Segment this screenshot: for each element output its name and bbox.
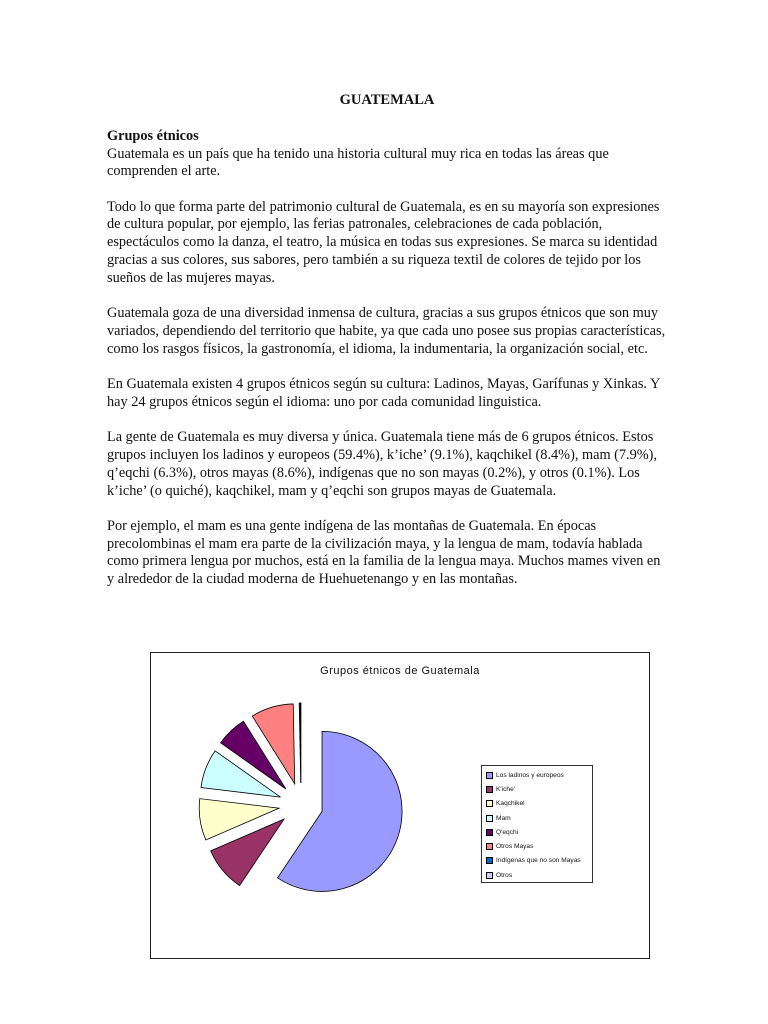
legend-item <box>486 839 588 853</box>
legend-label: Indígenas que no son Mayas <box>496 857 581 865</box>
legend-label: Otros <box>496 871 513 879</box>
pie-slice-0 <box>277 731 402 891</box>
legend-item <box>486 854 588 868</box>
legend-swatch <box>486 800 493 807</box>
legend-item <box>486 868 588 882</box>
pie-slice-7 <box>300 703 301 783</box>
legend-swatch <box>486 829 493 836</box>
legend-swatch <box>486 843 493 850</box>
legend-item <box>486 782 588 796</box>
section-heading: Grupos étnicos <box>107 127 199 144</box>
legend-label: Los ladinos y europeos <box>496 771 564 779</box>
document-body <box>107 92 667 607</box>
paragraph-6: Por ejemplo, el mam es una gente indígena de las montañas de Guatemala. En épocas precolombinas el mam era parte de la civilización maya, y la lengua de mam, todavía hablada como primera lengua por muchos, está en la familia de la lengua maya. Muchos mames viven en y alrededor de la ciudad moderna de Huehuetenango y en las montañas. <box>107 517 661 588</box>
paragraph-4: En Guatemala existen 4 grupos étnicos según su cultura: Ladinos, Mayas, Garífunas y Xinkas. Y hay 24 grupos étnicos según el idioma: uno por cada comunidad linguistica. <box>107 376 660 410</box>
legend-item <box>486 811 588 825</box>
chart-title: Grupos étnicos de Guatemala <box>320 665 480 677</box>
legend-swatch <box>486 872 493 879</box>
chart-legend <box>481 765 593 883</box>
legend-swatch <box>486 815 493 822</box>
paragraph-1: Guatemala es un país que ha tenido una historia cultural muy rica en todas las áreas que comprenden el arte. <box>107 145 609 180</box>
legend-label: Q'eqchi <box>496 828 519 836</box>
paragraph-3: Guatemala goza de una diversidad inmensa de cultura, gracias a sus grupos étnicos que son muy variados, dependiendo del territorio que habite, ya que cada uno posee sus propias características, como los rasgos físicos, la gastronomía, el idioma, la indumentaria, la organización social, etc. <box>107 305 666 357</box>
paragraph-2: Todo lo que forma parte del patrimonio cultural de Guatemala, es en su mayoría son expresiones de cultura popular, por ejemplo, las ferias patronales, celebraciones de cada población, espectáculos como la danza, el teatro, la música en todas sus expresiones. Se marca su identidad gracias a sus colores, sus sabores, pero también a su riqueza textil de colores de tejido por los sueños de las mujeres mayas. <box>107 198 660 286</box>
paragraph-5: La gente de Guatemala es muy diversa y única. Guatemala tiene más de 6 grupos étnicos. Estos grupos incluyen los ladinos y europeos (59.4%), k’iche’ (9.1%), kaqchikel (8.4%), mam (7.9%), q’eqchi (6.3%), otros mayas (8.6%), indígenas que no son mayas (0.2%), y otros (0.1%). Los k’iche’ (o quiché), kaqchikel, mam y q’eqchi son grupos mayas de Guatemala. <box>107 429 658 499</box>
legend-item <box>486 825 588 839</box>
legend-label: Otros Mayas <box>496 843 534 851</box>
legend-swatch <box>486 857 493 864</box>
legend-label: Mam <box>496 814 511 822</box>
legend-label: K'iche' <box>496 785 516 793</box>
legend-item <box>486 797 588 811</box>
legend-label: Kaqchikel <box>496 800 525 808</box>
pie-chart <box>150 652 650 959</box>
legend-swatch <box>486 772 493 779</box>
legend-swatch <box>486 786 493 793</box>
document-title: GUATEMALA <box>339 92 435 108</box>
legend-item <box>486 768 588 782</box>
